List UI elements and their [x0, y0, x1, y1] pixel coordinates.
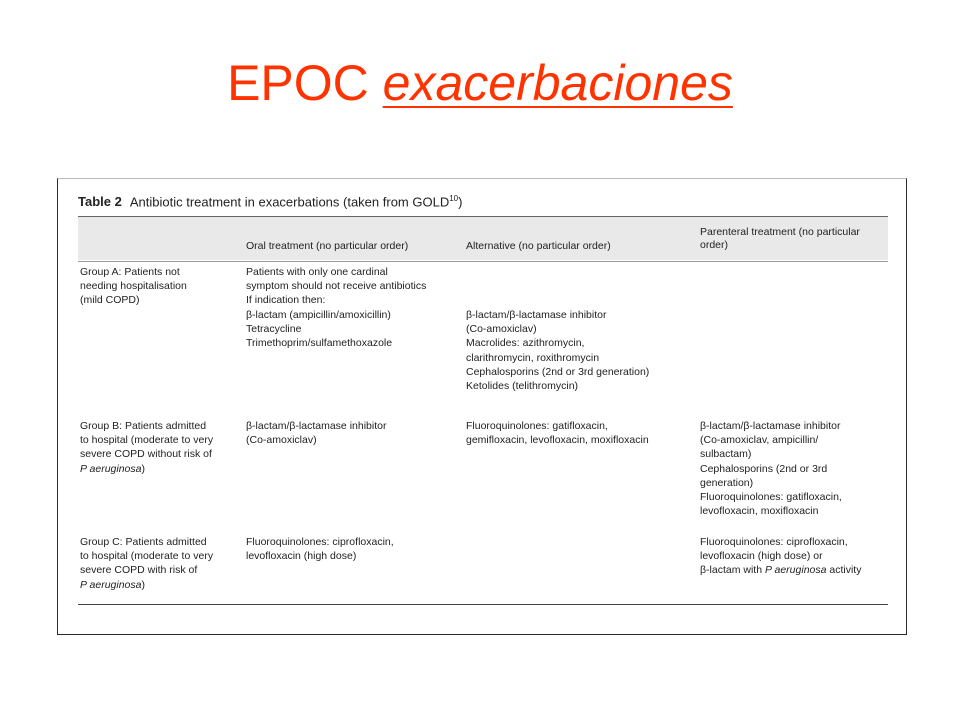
column-header-alternative: Alternative (no particular order)	[466, 240, 611, 252]
header-divider	[78, 261, 888, 262]
row-c-group	[80, 535, 213, 592]
table-bottom-rule	[78, 604, 888, 605]
row-c-oral: Fluoroquinolones: ciprofloxacin, levofloxacin (high dose)	[246, 536, 394, 563]
slide-title-main: EPOC	[227, 55, 383, 111]
antibiotic-table	[57, 178, 907, 635]
row-c-parenteral	[700, 535, 861, 578]
slide-title	[0, 55, 960, 111]
row-a-alternative: β-lactam/β-lactamase inhibitor (Co-amoxiclav) Macrolides: azithromycin, clarithromycin, roxithromycin Cephalosporins (2nd or 3rd generation) Ketolides (telithromycin)	[466, 309, 650, 393]
table-caption	[78, 194, 462, 209]
row-c-parenteral-end: activity	[826, 564, 862, 577]
row-b-group	[80, 419, 213, 476]
row-c-group-end: )	[141, 578, 145, 591]
table-number: Table 2	[78, 194, 122, 210]
row-a-group: Group A: Patients not needing hospitalisation (mild COPD)	[80, 266, 187, 307]
table-caption-ref: 10	[449, 194, 459, 203]
row-b-group-organism: P aeruginosa	[80, 462, 142, 475]
row-c-group-organism: P aeruginosa	[80, 578, 142, 591]
column-header-parenteral: Parenteral treatment (no particular order)	[700, 226, 860, 251]
slide-title-underlined: exacerbaciones	[382, 55, 733, 111]
table-caption-end: )	[458, 194, 463, 210]
column-header-oral: Oral treatment (no particular order)	[246, 240, 409, 252]
row-b-group-text: Group B: Patients admitted to hospital (moderate to very severe COPD without risk of	[80, 420, 214, 461]
row-b-oral: β-lactam/β-lactamase inhibitor (Co-amoxiclav)	[246, 420, 387, 447]
row-b-alternative: Fluoroquinolones: gatifloxacin, gemifloxacin, levofloxacin, moxifloxacin	[466, 420, 649, 447]
row-c-group-text: Group C: Patients admitted to hospital (moderate to very severe COPD with risk of	[80, 536, 214, 577]
row-c-parenteral-organism: P aeruginosa	[764, 564, 827, 577]
row-b-parenteral: β-lactam/β-lactamase inhibitor (Co-amoxiclav, ampicillin/ sulbactam) Cephalosporins (2nd or 3rd generation) Fluoroquinolones: gatifloxacin, levofloxacin, moxifloxacin	[700, 420, 842, 518]
row-a-oral: Patients with only one cardinal symptom should not receive antibiotics If indication then: β-lactam (ampicillin/amoxicillin) Tetracycline Trimethoprim/sulfamethoxazole	[246, 266, 427, 350]
table-caption-text: Antibiotic treatment in exacerbations (taken from GOLD	[129, 194, 450, 210]
row-c-parenteral-text: Fluoroquinolones: ciprofloxacin, levofloxacin (high dose) or β-lactam with	[700, 536, 848, 577]
row-b-group-end: )	[141, 462, 145, 475]
